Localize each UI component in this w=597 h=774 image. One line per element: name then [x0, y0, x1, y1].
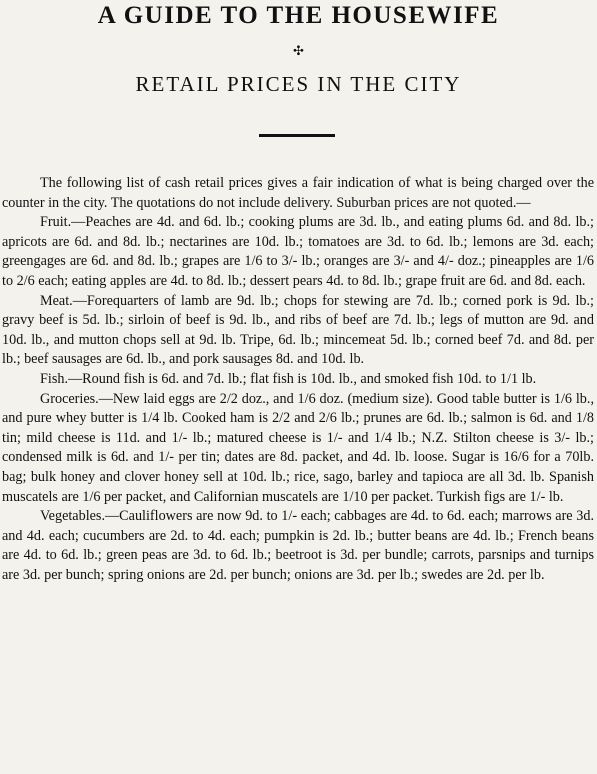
paragraph-meat: Meat.—Forequarters of lamb are 9d. lb.; chops for stewing are 7d. lb.; corned pork is 9d. lb.; gravy beef is 5d. lb.; sirloin of beef is 9d. lb., and ribs of beef are 7d. lb.; legs of mutton are 9d. and 10d. lb., and mutton chops sell at 9d. lb. Tripe, 6d. lb.; mincemeat 5d. lb.; corned beef 7d. and 8d. per lb.; beef sausages are 6d. lb., and pork sausages 8d. and 10d. lb. — [2, 292, 594, 368]
article-body — [2, 174, 594, 585]
paragraph-fruit: Fruit.—Peaches are 4d. and 6d. lb.; cooking plums are 3d. lb., and eating plums 6d. and 8d. lb.; apricots are 6d. and 8d. lb.; nectarines are 10d. lb.; tomatoes are 3d. to 6d. lb.; lemons are 3d. each; greengages are 6d. and 8d. lb.; grapes are 1/6 to 3/- lb.; oranges are 3/- and 4/- doz.; pineapples are 1/6 to 2/6 each; eating apples are 4d. to 8d. lb.; dessert pears 4d. to 8d. lb.; grape fruit are 6d. and 8d. each. — [2, 214, 594, 289]
paragraph-fish: Fish.—Round fish is 6d. and 7d. lb.; flat fish is 10d. lb., and smoked fish 10d. to 1/1 lb. — [40, 370, 537, 387]
subheading: RETAIL PRICES IN THE CITY — [135, 72, 462, 96]
paragraph-intro: The following list of cash retail prices gives a fair indication of what is being charged over the counter in the city. The quotations do not include delivery. Suburban prices are not quoted.— — [2, 175, 594, 211]
ornament-icon: ✣ — [293, 43, 304, 58]
divider-rule — [259, 134, 335, 137]
headline: A GUIDE TO THE HOUSEWIFE — [97, 2, 500, 29]
paragraph-vegetables: Vegetables.—Cauliflowers are now 9d. to 1/- each; cabbages are 4d. to 6d. each; marrows are 3d. and 4d. each; cucumbers are 2d. to 4d. each; pumpkin is 2d. lb.; butter beans are 4d. lb.; French beans are 4d. to 6d. lb.; green peas are 3d. to 6d. lb.; beetroot is 3d. per bundle; carrots, parsnips and turnips are 3d. per bunch; spring onions are 2d. per bunch; onions are 3d. per lb.; swedes are 2d. per lb. — [2, 508, 594, 583]
paragraph-groceries: Groceries.—New laid eggs are 2/2 doz., and 1/6 doz. (medium size). Good table butter is 1/6 lb., and pure whey butter is 1/4 lb. Cooked ham is 2/2 and 2/6 lb.; prunes are 6d. lb.; salmon is 6d. and 1/8 tin; mild cheese is 11d. and 1/- lb.; matured cheese is 1/- and 1/4 lb.; N.Z. Stilton cheese is 3/- lb.; condensed milk is 6d. and 1/- per tin; dates are 8d. packet, and 4d. lb. loose. Sugar is 16/6 for a 70lb. bag; bulk honey and clover honey sell at 10d. lb.; rice, sago, barley and tapioca are all 3d. lb. Spanish muscatels are 1/6 per packet, and Californian muscatels are 1/10 per packet. Turkish figs are 1/- lb. — [2, 390, 594, 505]
